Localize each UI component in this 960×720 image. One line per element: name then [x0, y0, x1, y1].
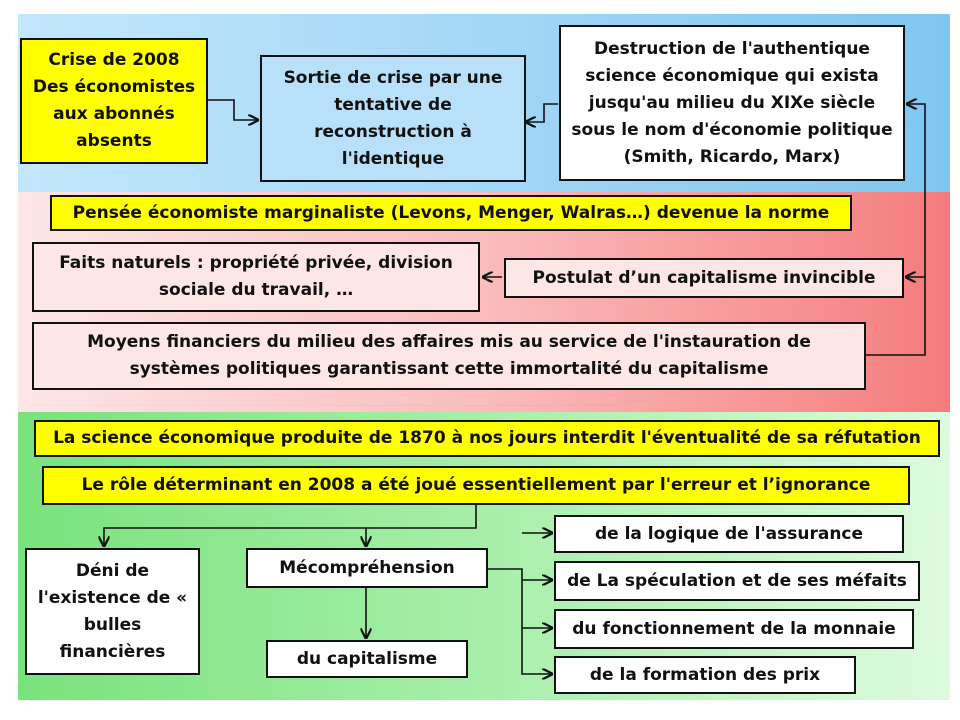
box-speculation — [554, 561, 920, 601]
arrow-destruction-to-exit — [526, 104, 558, 122]
box-insurance-text: de la logique de l'assurance — [594, 523, 864, 544]
box-speculation-text: de La spéculation et de ses méfaits — [567, 570, 907, 591]
box-science-forbids-refutation — [34, 420, 940, 457]
box-money-functioning — [554, 609, 914, 649]
box-marginalist-text: Pensée économiste marginaliste (Levons, Menger, Walras…) devenue la norme — [72, 202, 830, 223]
box-misunderstanding-text: Mécompréhension — [279, 557, 455, 578]
box-price-formation — [554, 656, 856, 694]
misunderstanding-bracket — [488, 569, 552, 674]
box-crisis-2008-text: Crise de 2008 Des économistes aux abonnés absents — [32, 50, 196, 151]
box-money-text: du fonctionnement de la monnaie — [572, 618, 896, 639]
box-prices-text: de la formation des prix — [589, 664, 821, 685]
box-financial-means — [32, 322, 866, 390]
box-destruction-political-economy — [559, 25, 905, 181]
box-insurance-logic — [554, 515, 904, 553]
role-split-line — [104, 505, 476, 546]
box-natural-facts — [32, 242, 480, 312]
box-denial-financial-bubbles — [25, 548, 200, 675]
box-exit-crisis — [260, 55, 526, 182]
box-science-forbids-text: La science économique produite de 1870 à nos jours interdit l'éventualité de sa réfutation — [53, 428, 921, 448]
box-crisis-2008 — [20, 38, 208, 164]
box-capitalism-text: du capitalisme — [296, 648, 438, 669]
box-determining-role-2008 — [42, 466, 910, 505]
arrow-crisis-to-exit — [208, 100, 258, 120]
box-denial-text: Déni de l'existence de « bulles financières — [37, 560, 188, 662]
box-capitalism — [266, 640, 468, 678]
box-marginalist-thought — [50, 195, 852, 231]
box-role-text: Le rôle déterminant en 2008 a été joué essentiellement par l'erreur et l’ignorance — [81, 475, 871, 495]
box-misunderstanding — [246, 548, 488, 588]
box-financial-means-text: Moyens financiers du milieu des affaires mis au service de l'instauration de systèmes politiques garantissant cette immortalité du capitalisme — [87, 332, 811, 379]
box-natural-facts-text: Faits naturels : propriété privée, division sociale du travail, … — [59, 253, 453, 300]
box-exit-crisis-text: Sortie de crise par une tentative de reconstruction à l'identique — [283, 67, 503, 169]
box-invincible-capitalism-postulate — [504, 258, 904, 298]
box-destruction-text: Destruction de l'authentique science économique qui exista jusqu'au milieu du XIXe siècle sous le nom d'économie politique (Smith, Ricardo, Marx) — [571, 38, 893, 167]
box-postulate-text: Postulat d’un capitalisme invincible — [532, 267, 876, 288]
